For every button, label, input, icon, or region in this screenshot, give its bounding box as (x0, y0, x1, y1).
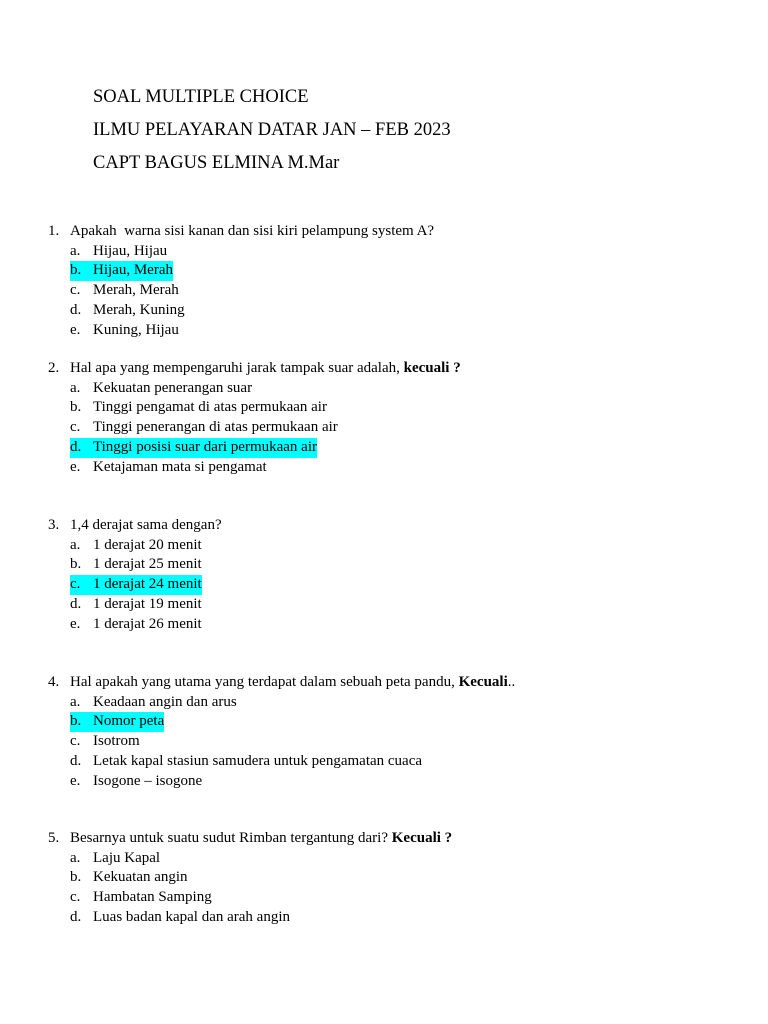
question-text-bold: kecuali ? (403, 360, 461, 376)
question-text-bold: Kecuali ? (391, 830, 453, 846)
option-letter: b. (70, 869, 82, 886)
option-letter: a. (70, 693, 81, 710)
option-c (70, 732, 515, 752)
option-d (70, 595, 222, 615)
option-b (70, 555, 222, 575)
option-a (70, 536, 222, 556)
option-text: Nomor peta (93, 712, 164, 732)
option-d (70, 752, 515, 772)
question-2 (48, 359, 461, 477)
option-letter: d. (70, 908, 82, 925)
question-text (70, 829, 452, 849)
option-letter: a. (70, 242, 81, 259)
option-text: Hijau, Merah (93, 261, 173, 281)
option-text: Kekuatan penerangan suar (93, 379, 253, 396)
question-text (70, 516, 222, 536)
option-text: Isogone – isogone (93, 772, 203, 789)
question-line (48, 673, 515, 693)
option-text: Merah, Kuning (93, 301, 185, 318)
option-a (70, 242, 434, 262)
question-number: 2. (48, 360, 60, 376)
option-c (70, 418, 461, 438)
question-number: 4. (48, 674, 60, 690)
option-letter: b. (70, 712, 93, 732)
option-e (70, 615, 222, 635)
question-text-main: Besarnya untuk suatu sudut Rimban tergantung dari? (70, 830, 392, 846)
option-letter: d. (70, 301, 82, 318)
option-d (70, 438, 461, 458)
option-text: 1 derajat 19 menit (93, 595, 202, 612)
option-letter: c. (70, 282, 81, 299)
option-c (70, 888, 452, 908)
document-header (93, 88, 451, 187)
option-e (70, 458, 461, 478)
option-text: Luas badan kapal dan arah angin (93, 908, 290, 925)
option-text: Laju Kapal (93, 849, 161, 866)
option-letter: b. (70, 261, 93, 281)
option-letter: c. (70, 733, 81, 750)
option-a (70, 693, 515, 713)
option-text: Letak kapal stasiun samudera untuk pengamatan cuaca (93, 752, 423, 769)
header-subject: ILMU PELAYARAN DATAR JAN – FEB 2023 (93, 120, 451, 140)
question-text (70, 673, 515, 693)
option-text: Tinggi pengamat di atas permukaan air (93, 399, 327, 416)
question-text-tail: .. (507, 674, 516, 690)
option-text: Isotrom (93, 733, 140, 750)
option-c (70, 575, 222, 595)
option-text: Tinggi posisi suar dari permukaan air (93, 438, 317, 458)
question-text-main: Hal apa yang mempengaruhi jarak tampak suar adalah, (70, 360, 404, 376)
option-d (70, 301, 434, 321)
question-line (48, 516, 222, 536)
question-line (48, 359, 461, 379)
question-3 (48, 516, 222, 634)
option-b (70, 261, 434, 281)
option-letter: b. (70, 556, 82, 573)
option-letter: a. (70, 536, 81, 553)
option-letter: c. (70, 889, 81, 906)
option-text: 1 derajat 20 menit (93, 536, 202, 553)
option-text: Hijau, Hijau (93, 242, 168, 259)
option-letter: c. (70, 575, 93, 595)
option-b (70, 712, 515, 732)
option-letter: a. (70, 849, 81, 866)
option-text: 1 derajat 24 menit (93, 575, 202, 595)
option-text: Kekuatan angin (93, 869, 188, 886)
option-b (70, 868, 452, 888)
option-text: Keadaan angin dan arus (93, 693, 237, 710)
question-number: 5. (48, 830, 60, 846)
question-text-main: Apakah warna sisi kanan dan sisi kiri pelampung system A? (70, 223, 435, 239)
option-letter: d. (70, 438, 93, 458)
question-1 (48, 222, 434, 340)
question-line (48, 829, 452, 849)
question-text (70, 222, 434, 242)
option-letter: e. (70, 321, 81, 338)
question-line (48, 222, 434, 242)
option-d (70, 908, 452, 928)
question-text-main: 1,4 derajat sama dengan? (70, 517, 222, 533)
option-letter: d. (70, 595, 82, 612)
header-title: SOAL MULTIPLE CHOICE (93, 87, 309, 107)
option-b (70, 398, 461, 418)
option-letter: a. (70, 379, 81, 396)
option-text: Ketajaman mata si pengamat (93, 458, 267, 475)
header-author: CAPT BAGUS ELMINA M.Mar (93, 153, 340, 173)
option-text: Tinggi penerangan di atas permukaan air (93, 419, 338, 436)
question-text-main: Hal apakah yang utama yang terdapat dalam sebuah peta pandu, (70, 674, 459, 690)
question-5 (48, 829, 452, 928)
option-text: 1 derajat 26 menit (93, 615, 202, 632)
option-letter: c. (70, 419, 81, 436)
option-letter: e. (70, 458, 81, 475)
option-letter: d. (70, 752, 82, 769)
option-text: Kuning, Hijau (93, 321, 179, 338)
option-letter: e. (70, 772, 81, 789)
question-number: 1. (48, 223, 60, 239)
option-c (70, 281, 434, 301)
option-letter: b. (70, 399, 82, 416)
option-letter: e. (70, 615, 81, 632)
option-text: 1 derajat 25 menit (93, 556, 202, 573)
question-number: 3. (48, 517, 60, 533)
question-text-bold: Kecuali (458, 674, 508, 690)
option-e (70, 772, 515, 792)
question-text (70, 359, 461, 379)
option-text: Merah, Merah (93, 282, 179, 299)
option-e (70, 321, 434, 341)
question-4 (48, 673, 515, 791)
option-a (70, 849, 452, 869)
option-a (70, 379, 461, 399)
option-text: Hambatan Samping (93, 889, 212, 906)
